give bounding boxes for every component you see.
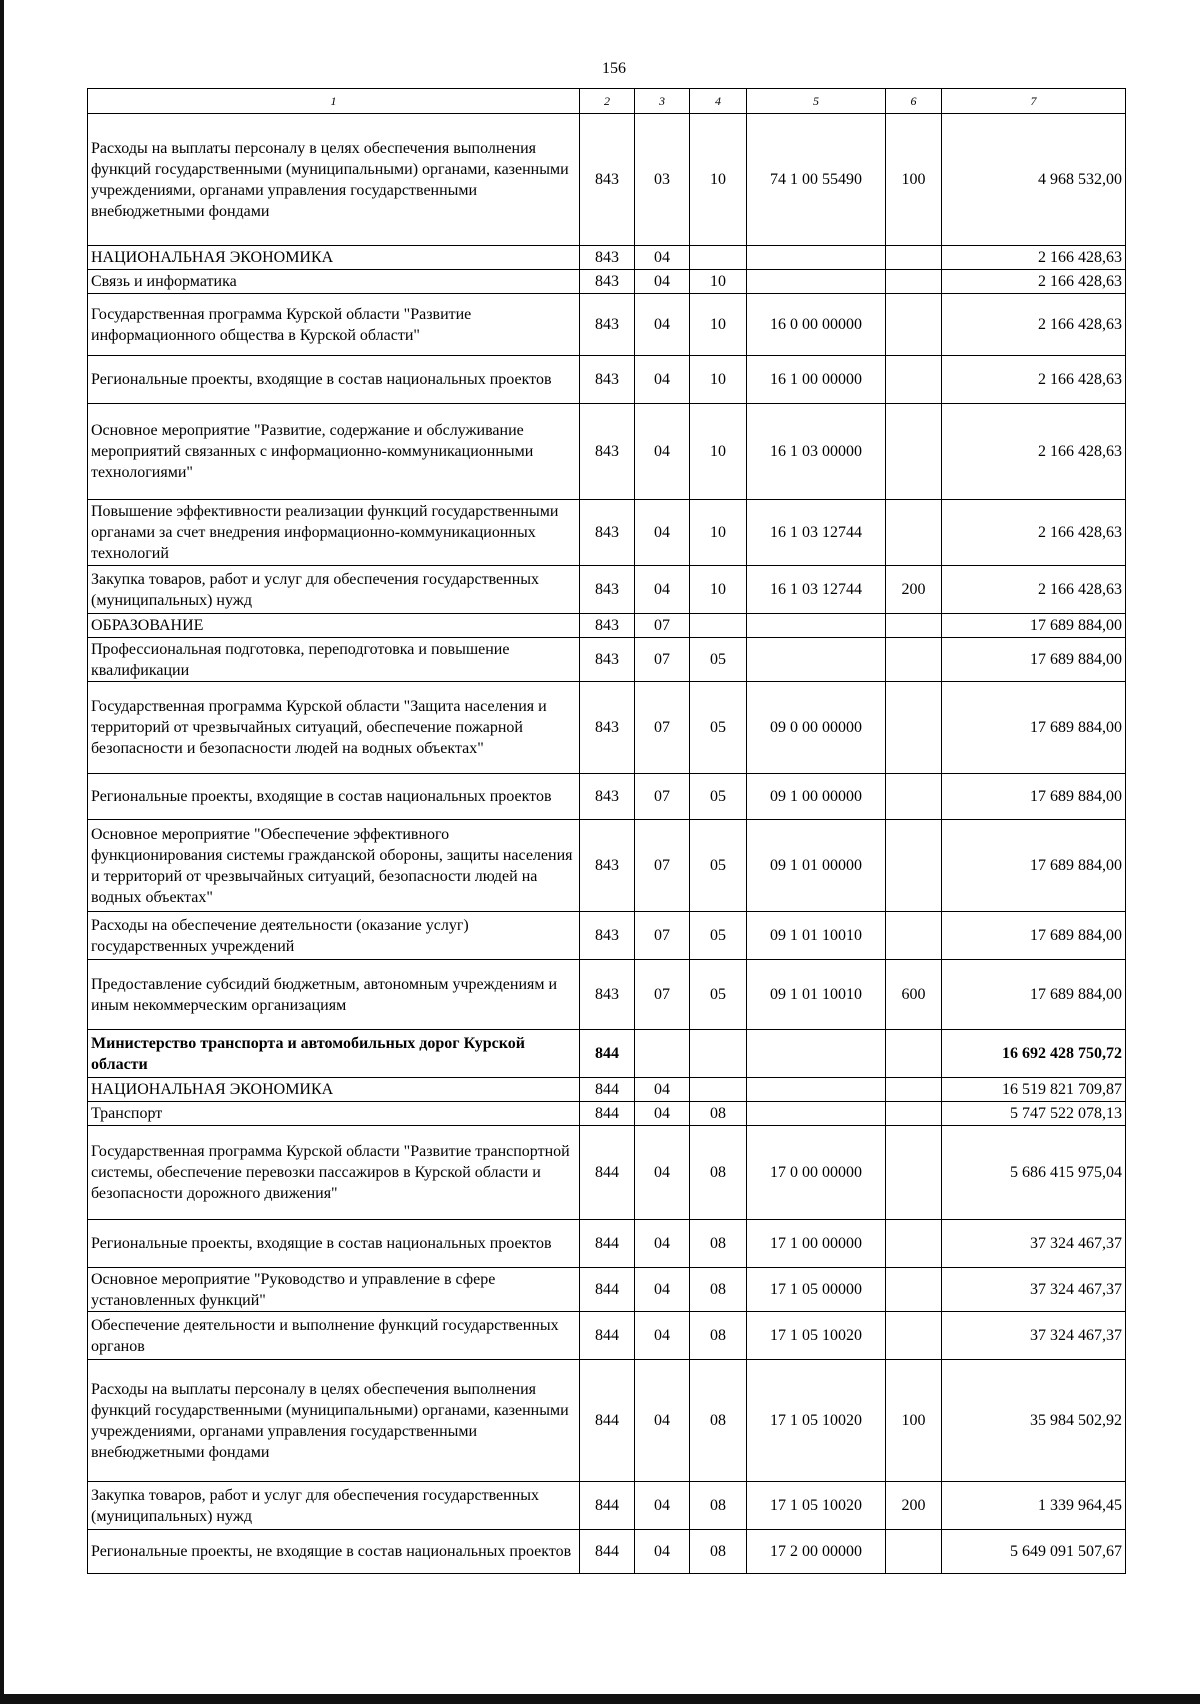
row-value-cell: 17 689 884,00 <box>942 614 1126 638</box>
row-value-cell <box>886 1530 942 1574</box>
row-name-cell: Закупка товаров, работ и услуг для обеспечения государственных (муниципальных) нужд <box>88 1482 580 1530</box>
row-name-cell: Министерство транспорта и автомобильных дорог Курской области <box>88 1030 580 1078</box>
row-value-cell: 200 <box>886 1482 942 1530</box>
row-value-cell: 843 <box>580 114 635 246</box>
row-value-cell: 04 <box>635 270 690 294</box>
row-value-cell: 37 324 467,37 <box>942 1268 1126 1312</box>
table-row <box>88 1482 1126 1530</box>
row-value-cell <box>886 404 942 500</box>
row-value-cell: 100 <box>886 114 942 246</box>
row-value-cell: 04 <box>635 1482 690 1530</box>
row-value-cell: 17 689 884,00 <box>942 912 1126 960</box>
row-value-cell: 844 <box>580 1482 635 1530</box>
row-value-cell: 2 166 428,63 <box>942 356 1126 404</box>
column-header: 6 <box>886 89 942 114</box>
row-name-cell: Основное мероприятие "Обеспечение эффективного функционирования системы гражданской обороны, защиты населения и территорий от чрезвычайных ситуаций, безопасности людей на водных объектах" <box>88 820 580 912</box>
row-value-cell <box>886 356 942 404</box>
row-value-cell: 843 <box>580 566 635 614</box>
row-value-cell <box>747 1030 886 1078</box>
row-value-cell: 08 <box>690 1312 747 1360</box>
row-value-cell: 844 <box>580 1030 635 1078</box>
row-value-cell: 2 166 428,63 <box>942 270 1126 294</box>
row-value-cell: 04 <box>635 1078 690 1102</box>
row-value-cell: 17 1 05 10020 <box>747 1312 886 1360</box>
row-value-cell: 843 <box>580 356 635 404</box>
row-value-cell: 04 <box>635 1268 690 1312</box>
row-value-cell: 17 689 884,00 <box>942 682 1126 774</box>
row-value-cell: 17 689 884,00 <box>942 638 1126 682</box>
row-value-cell: 16 1 03 12744 <box>747 500 886 566</box>
scan-bottom-edge <box>0 1694 1200 1704</box>
row-value-cell: 2 166 428,63 <box>942 294 1126 356</box>
row-value-cell: 10 <box>690 294 747 356</box>
row-value-cell: 17 1 05 10020 <box>747 1482 886 1530</box>
row-value-cell: 844 <box>580 1126 635 1220</box>
row-name-cell: Расходы на выплаты персоналу в целях обеспечения выполнения функций государственными (муниципальными) органами, казенными учреждениями, органами управления государственными внебюджетными фондами <box>88 1360 580 1482</box>
row-value-cell: 10 <box>690 404 747 500</box>
row-value-cell <box>747 638 886 682</box>
table-row <box>88 614 1126 638</box>
row-value-cell: 07 <box>635 960 690 1030</box>
row-value-cell: 07 <box>635 912 690 960</box>
row-value-cell: 05 <box>690 912 747 960</box>
table-row <box>88 820 1126 912</box>
row-name-cell: Основное мероприятие "Руководство и управление в сфере установленных функций" <box>88 1268 580 1312</box>
row-value-cell: 5 747 522 078,13 <box>942 1102 1126 1126</box>
table-row <box>88 1530 1126 1574</box>
page-number: 156 <box>602 60 626 77</box>
row-value-cell: 843 <box>580 682 635 774</box>
row-value-cell: 05 <box>690 960 747 1030</box>
table-row <box>88 114 1126 246</box>
row-value-cell: 17 689 884,00 <box>942 820 1126 912</box>
row-value-cell: 37 324 467,37 <box>942 1312 1126 1360</box>
row-value-cell: 04 <box>635 1220 690 1268</box>
row-value-cell: 08 <box>690 1360 747 1482</box>
table-row <box>88 774 1126 820</box>
row-name-cell: Связь и информатика <box>88 270 580 294</box>
row-value-cell: 16 1 03 00000 <box>747 404 886 500</box>
row-value-cell: 843 <box>580 614 635 638</box>
row-value-cell: 04 <box>635 246 690 270</box>
column-header: 4 <box>690 89 747 114</box>
row-value-cell: 37 324 467,37 <box>942 1220 1126 1268</box>
row-name-cell: Основное мероприятие "Развитие, содержание и обслуживание мероприятий связанных с информационно-коммуникационными технологиями" <box>88 404 580 500</box>
row-value-cell <box>747 1102 886 1126</box>
row-value-cell: 10 <box>690 566 747 614</box>
row-value-cell: 10 <box>690 356 747 404</box>
row-value-cell: 05 <box>690 774 747 820</box>
row-name-cell: Расходы на выплаты персоналу в целях обеспечения выполнения функций государственными (муниципальными) органами, казенными учреждениями, органами управления государственными внебюджетными фондами <box>88 114 580 246</box>
table-row <box>88 1360 1126 1482</box>
table-row <box>88 1030 1126 1078</box>
row-value-cell: 17 2 00 00000 <box>747 1530 886 1574</box>
row-name-cell: Расходы на обеспечение деятельности (оказание услуг) государственных учреждений <box>88 912 580 960</box>
row-value-cell: 16 1 00 00000 <box>747 356 886 404</box>
row-value-cell: 843 <box>580 246 635 270</box>
row-value-cell <box>886 820 942 912</box>
row-name-cell: Транспорт <box>88 1102 580 1126</box>
row-value-cell: 09 1 00 00000 <box>747 774 886 820</box>
row-value-cell <box>886 500 942 566</box>
row-value-cell: 1 339 964,45 <box>942 1482 1126 1530</box>
row-value-cell: 08 <box>690 1268 747 1312</box>
column-header: 3 <box>635 89 690 114</box>
row-value-cell: 04 <box>635 1126 690 1220</box>
row-value-cell: 04 <box>635 1102 690 1126</box>
row-value-cell: 16 519 821 709,87 <box>942 1078 1126 1102</box>
row-value-cell: 04 <box>635 566 690 614</box>
row-name-cell: Региональные проекты, входящие в состав национальных проектов <box>88 356 580 404</box>
row-value-cell: 04 <box>635 1360 690 1482</box>
row-value-cell: 07 <box>635 774 690 820</box>
row-name-cell: НАЦИОНАЛЬНАЯ ЭКОНОМИКА <box>88 246 580 270</box>
row-value-cell: 843 <box>580 960 635 1030</box>
row-value-cell <box>886 638 942 682</box>
row-value-cell: 17 1 00 00000 <box>747 1220 886 1268</box>
row-name-cell: Обеспечение деятельности и выполнение функций государственных органов <box>88 1312 580 1360</box>
row-value-cell <box>886 1126 942 1220</box>
table-row <box>88 960 1126 1030</box>
row-value-cell: 17 1 05 00000 <box>747 1268 886 1312</box>
row-value-cell: 09 1 01 10010 <box>747 912 886 960</box>
row-value-cell: 35 984 502,92 <box>942 1360 1126 1482</box>
row-value-cell: 04 <box>635 1312 690 1360</box>
row-value-cell: 10 <box>690 114 747 246</box>
row-value-cell: 843 <box>580 270 635 294</box>
row-value-cell <box>886 1078 942 1102</box>
row-value-cell: 05 <box>690 682 747 774</box>
row-value-cell: 844 <box>580 1268 635 1312</box>
row-value-cell: 04 <box>635 294 690 356</box>
row-value-cell <box>886 270 942 294</box>
row-name-cell: ОБРАЗОВАНИЕ <box>88 614 580 638</box>
table-body <box>88 114 1126 1574</box>
row-value-cell: 16 0 00 00000 <box>747 294 886 356</box>
table-row <box>88 1102 1126 1126</box>
row-value-cell: 09 1 01 10010 <box>747 960 886 1030</box>
table-row <box>88 294 1126 356</box>
row-value-cell: 04 <box>635 356 690 404</box>
row-value-cell: 844 <box>580 1530 635 1574</box>
table-row <box>88 500 1126 566</box>
row-name-cell: Государственная программа Курской области "Развитие транспортной системы, обеспечение перевозки пассажиров в Курской области и безопасности дорожного движения" <box>88 1126 580 1220</box>
row-value-cell: 08 <box>690 1482 747 1530</box>
row-value-cell: 2 166 428,63 <box>942 246 1126 270</box>
row-value-cell: 04 <box>635 500 690 566</box>
row-value-cell: 10 <box>690 270 747 294</box>
column-header: 7 <box>942 89 1126 114</box>
row-value-cell <box>886 1102 942 1126</box>
row-name-cell: НАЦИОНАЛЬНАЯ ЭКОНОМИКА <box>88 1078 580 1102</box>
row-value-cell: 08 <box>690 1126 747 1220</box>
row-value-cell <box>886 774 942 820</box>
row-value-cell <box>886 246 942 270</box>
row-value-cell <box>690 1030 747 1078</box>
table-row <box>88 566 1126 614</box>
table-row <box>88 912 1126 960</box>
row-value-cell: 600 <box>886 960 942 1030</box>
row-value-cell <box>886 1268 942 1312</box>
row-name-cell: Региональные проекты, входящие в состав национальных проектов <box>88 1220 580 1268</box>
row-value-cell <box>886 614 942 638</box>
row-value-cell: 200 <box>886 566 942 614</box>
table-row <box>88 638 1126 682</box>
row-value-cell: 03 <box>635 114 690 246</box>
row-value-cell: 07 <box>635 820 690 912</box>
row-value-cell: 09 0 00 00000 <box>747 682 886 774</box>
row-value-cell <box>886 912 942 960</box>
row-value-cell <box>690 614 747 638</box>
row-value-cell <box>886 682 942 774</box>
table-row <box>88 682 1126 774</box>
table-row <box>88 1078 1126 1102</box>
row-value-cell <box>747 246 886 270</box>
row-name-cell: Региональные проекты, входящие в состав национальных проектов <box>88 774 580 820</box>
table-row <box>88 1220 1126 1268</box>
row-name-cell: Государственная программа Курской области "Развитие информационного общества в Курской области" <box>88 294 580 356</box>
row-value-cell <box>747 270 886 294</box>
table-row <box>88 1312 1126 1360</box>
row-value-cell: 843 <box>580 294 635 356</box>
row-value-cell: 16 1 03 12744 <box>747 566 886 614</box>
row-value-cell <box>886 1312 942 1360</box>
row-value-cell: 05 <box>690 638 747 682</box>
row-value-cell: 08 <box>690 1530 747 1574</box>
row-value-cell: 07 <box>635 638 690 682</box>
column-header: 2 <box>580 89 635 114</box>
row-value-cell: 844 <box>580 1220 635 1268</box>
row-name-cell: Региональные проекты, не входящие в состав национальных проектов <box>88 1530 580 1574</box>
row-value-cell: 4 968 532,00 <box>942 114 1126 246</box>
column-header: 5 <box>747 89 886 114</box>
row-name-cell: Предоставление субсидий бюджетным, автономным учреждениям и иным некоммерческим организациям <box>88 960 580 1030</box>
row-value-cell <box>886 294 942 356</box>
row-value-cell: 2 166 428,63 <box>942 500 1126 566</box>
row-value-cell: 844 <box>580 1360 635 1482</box>
row-value-cell: 843 <box>580 912 635 960</box>
table-row <box>88 356 1126 404</box>
table-row <box>88 270 1126 294</box>
row-value-cell: 17 1 05 10020 <box>747 1360 886 1482</box>
row-value-cell: 843 <box>580 638 635 682</box>
row-value-cell: 09 1 01 00000 <box>747 820 886 912</box>
row-name-cell: Профессиональная подготовка, переподготовка и повышение квалификации <box>88 638 580 682</box>
row-value-cell: 2 166 428,63 <box>942 404 1126 500</box>
row-value-cell <box>747 614 886 638</box>
row-value-cell: 17 689 884,00 <box>942 960 1126 1030</box>
row-value-cell: 04 <box>635 1530 690 1574</box>
row-name-cell: Повышение эффективности реализации функций государственными органами за счет внедрения информационно-коммуникационных технологий <box>88 500 580 566</box>
row-value-cell: 17 689 884,00 <box>942 774 1126 820</box>
scan-left-edge <box>0 0 4 1704</box>
row-name-cell: Государственная программа Курской области "Защита населения и территорий от чрезвычайных ситуаций, обеспечение пожарной безопасности и безопасности людей на водных объектах" <box>88 682 580 774</box>
row-value-cell <box>635 1030 690 1078</box>
row-value-cell: 844 <box>580 1312 635 1360</box>
row-value-cell: 100 <box>886 1360 942 1482</box>
row-value-cell: 5 686 415 975,04 <box>942 1126 1126 1220</box>
row-name-cell: Закупка товаров, работ и услуг для обеспечения государственных (муниципальных) нужд <box>88 566 580 614</box>
table-row <box>88 246 1126 270</box>
row-value-cell: 843 <box>580 820 635 912</box>
row-value-cell <box>747 1078 886 1102</box>
row-value-cell <box>690 246 747 270</box>
row-value-cell: 843 <box>580 774 635 820</box>
row-value-cell: 07 <box>635 682 690 774</box>
row-value-cell <box>886 1030 942 1078</box>
row-value-cell: 10 <box>690 500 747 566</box>
row-value-cell: 16 692 428 750,72 <box>942 1030 1126 1078</box>
row-value-cell: 08 <box>690 1102 747 1126</box>
row-value-cell: 07 <box>635 614 690 638</box>
row-value-cell: 04 <box>635 404 690 500</box>
row-value-cell: 08 <box>690 1220 747 1268</box>
column-header: 1 <box>88 89 580 114</box>
table-row <box>88 404 1126 500</box>
table-row <box>88 1126 1126 1220</box>
table-row <box>88 1268 1126 1312</box>
row-value-cell: 844 <box>580 1078 635 1102</box>
row-value-cell: 5 649 091 507,67 <box>942 1530 1126 1574</box>
row-value-cell: 74 1 00 55490 <box>747 114 886 246</box>
row-value-cell: 2 166 428,63 <box>942 566 1126 614</box>
row-value-cell: 844 <box>580 1102 635 1126</box>
row-value-cell: 843 <box>580 500 635 566</box>
row-value-cell <box>886 1220 942 1268</box>
column-header-row <box>88 89 1126 114</box>
budget-table <box>87 88 1126 1574</box>
row-value-cell: 17 0 00 00000 <box>747 1126 886 1220</box>
row-value-cell: 843 <box>580 404 635 500</box>
row-value-cell: 05 <box>690 820 747 912</box>
row-value-cell <box>690 1078 747 1102</box>
